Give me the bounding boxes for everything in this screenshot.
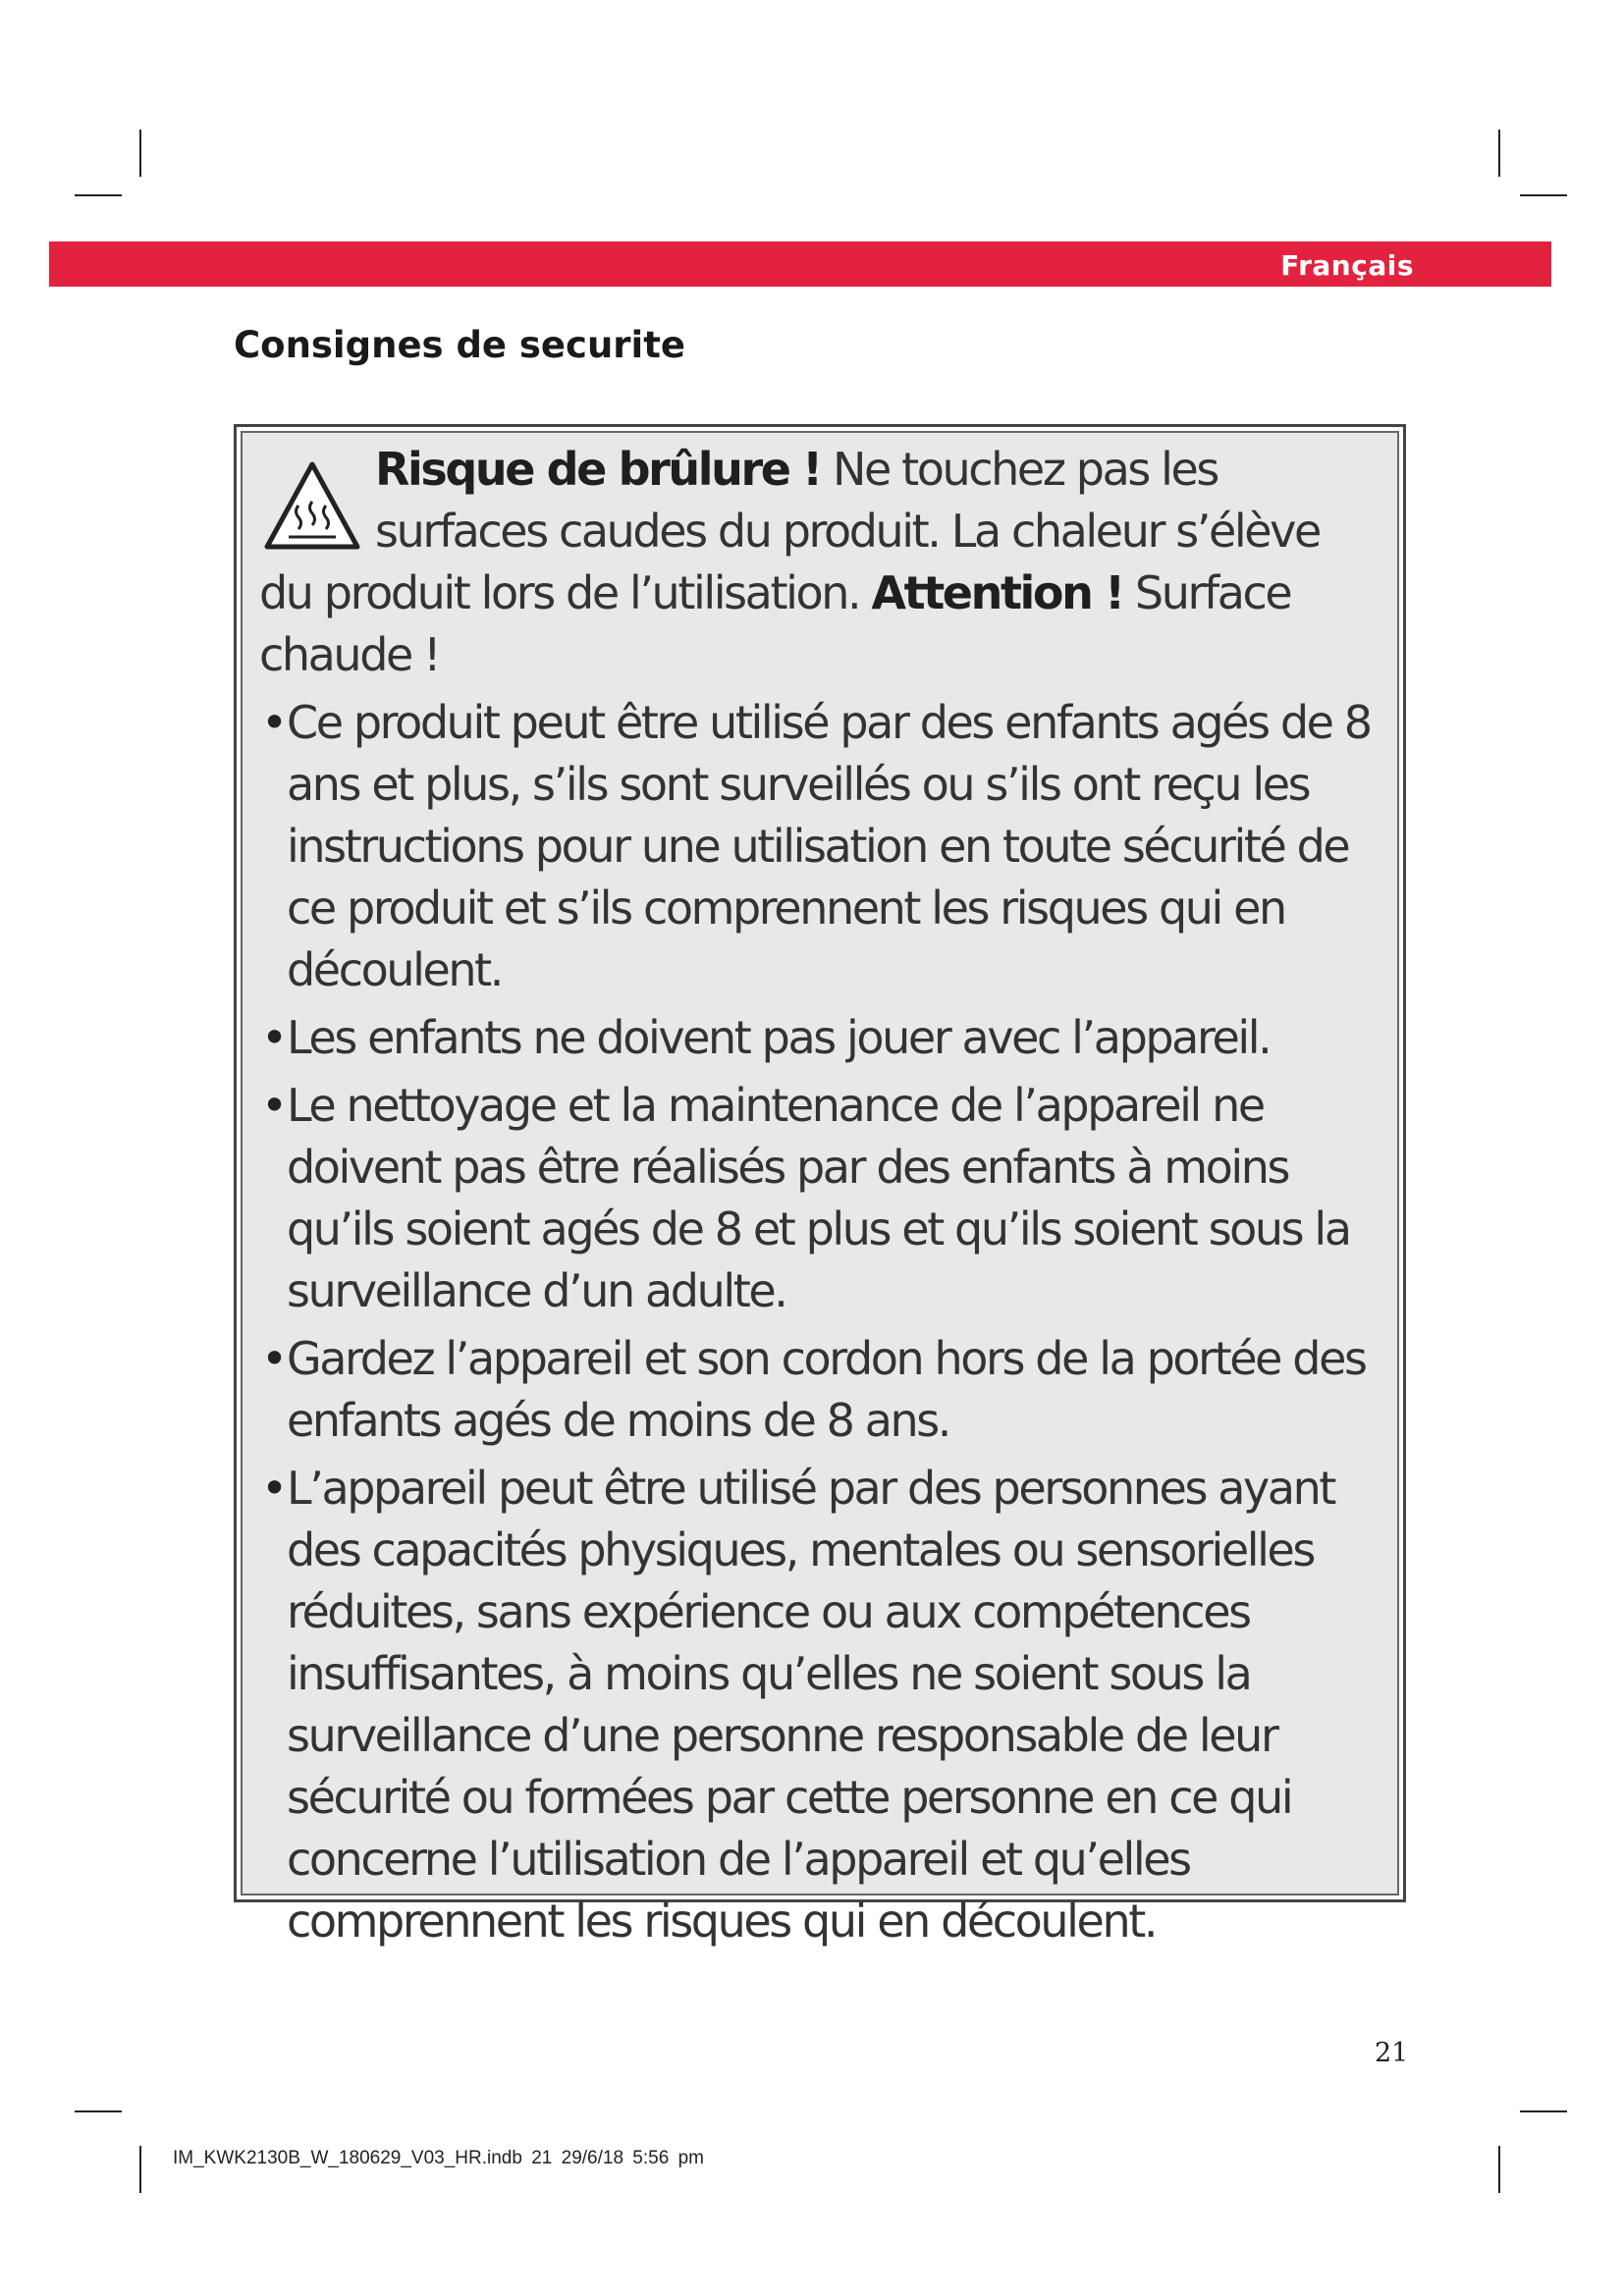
bullet-icon: •: [261, 1011, 286, 1064]
crop-mark-top-left-vertical: [139, 130, 141, 177]
warning-text-1: Ne touchez pas les surfaces caudes du produit. La chaleur s’élève du produit lors de l’utilisation.: [259, 443, 1320, 619]
warning-title: Risque de brûlure !: [375, 443, 821, 496]
warning-text-2: Surface chaude !: [259, 566, 1291, 681]
list-item: [259, 1075, 1378, 1322]
list-item: [259, 1458, 1378, 1952]
print-file-info: IM_KWK2130B_W_180629_V03_HR.indb 21 29/6/18 5:56 pm: [173, 2148, 704, 2168]
attention-label: Attention !: [871, 566, 1123, 619]
bullet-text: Les enfants ne doivent pas jouer avec l’appareil.: [287, 1011, 1271, 1064]
hot-surface-warning-icon: [259, 454, 365, 561]
page-number: 21: [1375, 2038, 1409, 2068]
list-item: [259, 1007, 1378, 1069]
crop-mark-bottom-right-horizontal: [1520, 2110, 1567, 2112]
bullet-text: Ce produit peut être utilisé par des enfants agés de 8 ans et plus, s’ils sont surveillés ou s’ils ont reçu les instructions pour une utilisation en toute sécurité de ce produit et s’ils comprennent les risques qui en découlent.: [287, 696, 1371, 996]
language-header-bar: [49, 241, 1551, 287]
bullet-icon: •: [261, 1332, 286, 1385]
section-title: Consignes de securite: [234, 324, 686, 366]
crop-mark-top-right-horizontal: [1520, 194, 1567, 196]
crop-mark-bottom-left-horizontal: [75, 2110, 122, 2112]
crop-mark-top-right-vertical: [1498, 130, 1500, 177]
bullet-icon: •: [261, 1462, 286, 1515]
warning-intro: [259, 439, 1378, 686]
list-item: [259, 1328, 1378, 1452]
bullet-icon: •: [261, 696, 286, 749]
bullet-text: Le nettoyage et la maintenance de l’appareil ne doivent pas être réalisés par des enfants à moins qu’ils soient agés de 8 et plus et qu’ils soient sous la surveillance d’un adulte.: [287, 1079, 1350, 1317]
bullet-text: Gardez l’appareil et son cordon hors de la portée des enfants agés de moins de 8 ans.: [287, 1332, 1366, 1447]
list-item: [259, 692, 1378, 1001]
crop-mark-top-left-horizontal: [75, 194, 122, 196]
safety-warning-box: [234, 424, 1406, 1948]
crop-mark-bottom-right-vertical: [1498, 2146, 1500, 2193]
bullet-text: L’appareil peut être utilisé par des personnes ayant des capacités physiques, mentales ou sensorielles réduites, sans expérience ou aux compétences insuffisantes, à moins qu’elles ne soient sous la surveillance d’une personne responsable de leur sécurité ou formées par cette personne en ce qui concerne l’utilisation de l’appareil et qu’elles comprennent les risques qui en découlent.: [287, 1462, 1335, 1948]
crop-mark-bottom-left-vertical: [139, 2146, 141, 2193]
bullet-icon: •: [261, 1079, 286, 1132]
safety-bullet-list: [259, 692, 1378, 1952]
language-label: Français: [1280, 249, 1414, 282]
safety-warning-content: [241, 431, 1399, 1948]
